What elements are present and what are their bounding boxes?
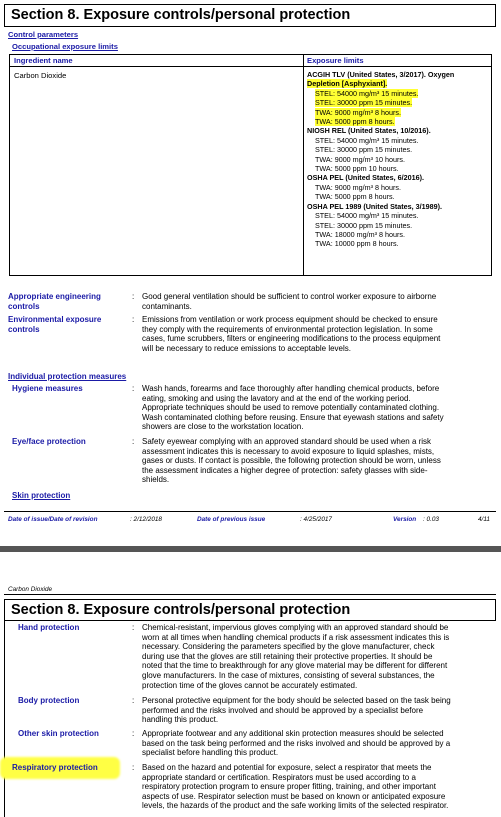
colon: : xyxy=(132,696,135,705)
section-title-page2: Section 8. Exposure controls/personal protection xyxy=(4,599,496,621)
page-header-product: Carbon Dioxide xyxy=(8,586,53,593)
environmental-controls-label: Environmental exposure controls xyxy=(8,315,102,334)
hand-protection-text: Chemical-resistant, impervious gloves complying with an approved standard should be worn at all times when handling chemical products if a risk assessment indicates this is necessary. Considering the parameters specified by the glove manufacturer, check during use that the gloves are still retaining their protective properties. It should be noted that the time to breakthrough for any glove material may be different for different glove manufacturers. In the case of mixtures, consisting of several substances, the protection time of the gloves cannot be accurately estimated. xyxy=(142,623,450,690)
eye-face-protection-label: Eye/face protection xyxy=(12,437,86,446)
previous-issue-label: Date of previous issue xyxy=(197,516,266,523)
version-label: Version xyxy=(393,516,417,523)
osha-title: OSHA PEL (United States, 6/2016). xyxy=(307,173,425,183)
niosh-limit: TWA: 5000 ppm 10 hours. xyxy=(315,164,399,174)
niosh-limit: TWA: 9000 mg/m³ 10 hours. xyxy=(315,154,406,164)
skin-protection-heading: Skin protection xyxy=(12,491,71,500)
eye-face-protection-text: Safety eyewear complying with an approved standard should be used when a risk assessment indicates this is necessary to avoid exposure to liquid splashes, mists, gases or dusts. If contact is possible, the following protection should be worn, unless the assessment indicates a higher degree of protection: safety glasses with side- shields. xyxy=(142,437,441,485)
acgih-title-line2: Depletion [Asphyxiant]. xyxy=(307,79,388,89)
acgih-title: ACGIH TLV (United States, 3/2017). Oxygen xyxy=(307,70,455,79)
header-divider xyxy=(4,594,496,595)
osha1989-title: OSHA PEL 1989 (United States, 3/1989). xyxy=(307,201,443,211)
issue-date-value: : 2/12/2018 xyxy=(130,516,162,523)
colon: : xyxy=(132,315,135,324)
osha1989-limit: TWA: 18000 mg/m³ 8 hours. xyxy=(315,229,406,239)
page-number: 4/11 xyxy=(478,516,490,523)
acgih-limit: TWA: 5000 ppm 8 hours. xyxy=(315,117,395,127)
niosh-title: NIOSH REL (United States, 10/2016). xyxy=(307,126,431,136)
individual-protection-heading: Individual protection measures xyxy=(8,372,127,381)
colon: : xyxy=(132,437,135,446)
table-column-divider xyxy=(303,55,304,275)
engineering-controls-text: Good general ventilation should be sufficient to control worker exposure to airborne contaminants. xyxy=(142,292,437,311)
col-exposure-header: Exposure limits xyxy=(307,56,364,65)
page2-left-border xyxy=(4,620,131,817)
section-title: Section 8. Exposure controls/personal protection xyxy=(4,4,496,27)
table-header-divider xyxy=(10,66,491,67)
body-protection-label: Body protection xyxy=(18,696,80,705)
exposure-limits-table xyxy=(9,54,492,276)
other-skin-protection-label: Other skin protection xyxy=(18,729,99,738)
colon: : xyxy=(132,292,135,301)
osha1989-limit: STEL: 54000 mg/m³ 15 minutes. xyxy=(315,211,419,221)
col-ingredient-header: Ingredient name xyxy=(14,56,73,65)
colon: : xyxy=(132,729,135,738)
ingredient-carbon-dioxide: Carbon Dioxide xyxy=(14,71,67,80)
footer-divider xyxy=(4,511,496,512)
acgih-limit: STEL: 30000 ppm 15 minutes. xyxy=(315,98,413,108)
environmental-controls-text: Emissions from ventilation or work process equipment should be checked to ensure they comply with the requirements of environmental protection legislation. In some cases, fume scrubbers, filters or engineering modifications to the process equipment will be necessary to reduce emissions to acceptable levels. xyxy=(142,315,441,353)
niosh-limit: STEL: 30000 ppm 15 minutes. xyxy=(315,145,413,155)
page-separator xyxy=(0,546,501,552)
acgih-limit: TWA: 9000 mg/m³ 8 hours. xyxy=(315,107,402,117)
colon: : xyxy=(132,384,135,393)
previous-issue-value: : 4/25/2017 xyxy=(300,516,332,523)
hand-protection-label: Hand protection xyxy=(18,623,80,632)
engineering-controls-label: Appropriate engineering controls xyxy=(8,292,101,311)
version-value: : 0.03 xyxy=(423,516,439,523)
osha1989-limit: STEL: 30000 ppm 15 minutes. xyxy=(315,220,413,230)
control-parameters-heading: Control parameters xyxy=(8,30,79,39)
niosh-limit: STEL: 54000 mg/m³ 15 minutes. xyxy=(315,135,419,145)
issue-date-label: Date of issue/Date of revision xyxy=(8,516,98,523)
osha-limit: TWA: 5000 ppm 8 hours. xyxy=(315,192,395,202)
respiratory-protection-label: Respiratory protection xyxy=(12,763,98,772)
respiratory-protection-text: Based on the hazard and potential for exposure, select a respirator that meets the appropriate standard or certification. Respirators must be used according to a respiratory protection program to ensure proper fitting, training, and other important aspects of use. Respirator selection must be based on known or anticipated exposure levels, the hazards of the product and the safe working limits of the selected respirator. xyxy=(142,763,449,811)
acgih-limit: STEL: 54000 mg/m³ 15 minutes. xyxy=(315,88,419,98)
other-skin-protection-text: Appropriate footwear and any additional skin protection measures should be selected based on the task being performed and the risks involved and should be approved by a specialist before handling this product. xyxy=(142,729,451,758)
hygiene-measures-label: Hygiene measures xyxy=(12,384,83,393)
exposure-limits-list xyxy=(307,70,489,249)
colon: : xyxy=(132,623,135,632)
colon: : xyxy=(132,763,135,772)
hygiene-measures-text: Wash hands, forearms and face thoroughly after handling chemical products, before eating, smoking and using the lavatory and at the end of the working period. Appropriate techniques should be used to remove potentially contaminated clothing. Wash contaminated clothing before reusing. Ensure that eyewash stations and safety showers are close to the workstation location. xyxy=(142,384,444,432)
osha-limit: TWA: 9000 mg/m³ 8 hours. xyxy=(315,182,402,192)
occupational-limits-heading: Occupational exposure limits xyxy=(12,42,118,51)
body-protection-text: Personal protective equipment for the body should be selected based on the task being performed and the risks involved and should be approved by a specialist before handling this product. xyxy=(142,696,451,725)
osha1989-limit: TWA: 10000 ppm 8 hours. xyxy=(315,239,399,249)
